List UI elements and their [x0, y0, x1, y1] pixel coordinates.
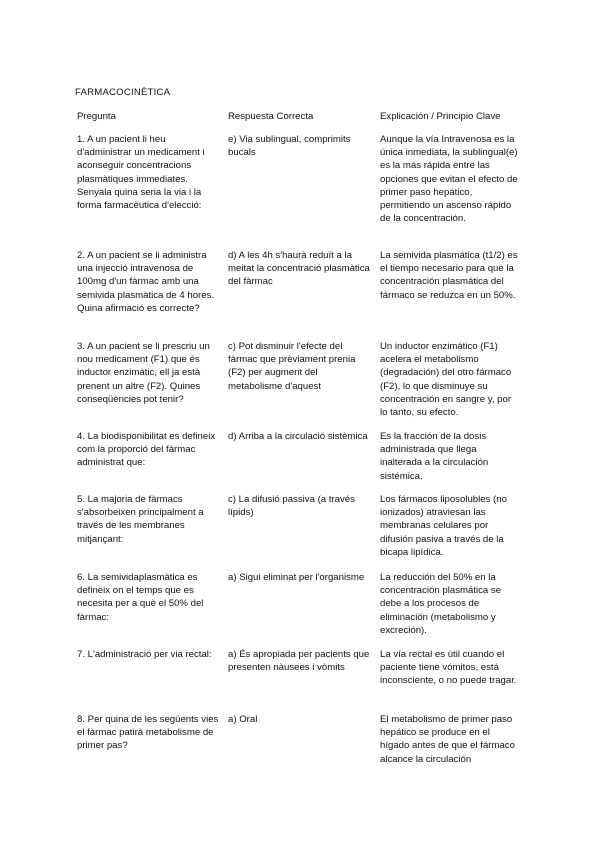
- row-7-question: 7. L'administració per via rectal:: [77, 649, 212, 660]
- row-1-answer: e) Via sublingual, comprimits bucals: [228, 134, 351, 159]
- header-explanation: Explicación / Principio Clave: [380, 111, 501, 122]
- row-8-explanation: El metabolismo de primer paso hepático se produce en el hígado antes de que el fármaco alcance la circulación: [380, 714, 515, 765]
- document-title: FARMACOCINÈTICA: [75, 87, 171, 98]
- header-answer: Respuesta Correcta: [228, 111, 314, 122]
- row-6-answer: a) Sigui eliminat per l'organisme: [228, 572, 365, 583]
- row-5-question: 5. La majoria de fàrmacs s'absorbeixen principalment a través de les membranes mitjançant:: [77, 494, 204, 545]
- row-6-question: 6. La semividaplasmàtica es defineix on el temps que es necesita per a què el 50% del fàrmac:: [77, 572, 204, 623]
- row-2-answer: d) A les 4h s'haurà reduït a la meitat la concentració plasmàtica del fàrmac: [228, 250, 370, 288]
- row-2-question: 2. A un pacient se li administra una injecció intravenosa de 100mg d'un fàrmac amb una semivida plasmàtica de 4 hores. Quina afirmació es correcte?: [77, 250, 215, 314]
- row-4-answer: d) Arriba a la circulació sistèmica: [228, 431, 368, 442]
- row-3-question: 3. A un pacient se li prescriu un nou medicament (F1) que és inductor enzimàtic, ell ja està prenent un altre (F2). Quines conseqüències pot tenir?: [77, 341, 210, 405]
- row-4-question: 4. La biodisponibilitat es defineix com la proporció del fàrmac administrat que:: [77, 431, 216, 469]
- row-2-explanation: La semivida plasmática (t1/2) es el tiempo necesario para que la concentración plasmática del fármaco se reduzca en un 50%.: [380, 250, 518, 301]
- row-3-explanation: Un inductor enzimático (F1) acelera el metabolismo (degradación) del otro fármaco (F2), lo que disminuye su concentración en sangre y, por lo tanto, su efecto.: [380, 341, 512, 419]
- row-8-answer: a) Oral: [228, 714, 258, 725]
- row-6-explanation: La reducción del 50% en la concentración plasmática se debe a los procesos de eliminación (metabolismo y excreción).: [380, 572, 502, 636]
- row-1-explanation: Aunque la vía Intravenosa es la única inmediata, la sublingual(e) es la más rápida entre las opciones que evitan el efecto de primer paso hepático, permitiendo un ascenso rápido de la concentración.: [380, 134, 518, 225]
- header-question: Pregunta: [77, 111, 116, 122]
- row-5-answer: c) La difusió passiva (a través lípids): [228, 494, 355, 519]
- row-4-explanation: Es la fracción de la dosis administrada que llega inalterada a la circulación sistémica.: [380, 431, 489, 482]
- row-7-explanation: La vía rectal es útil cuando el paciente tiene vómitos, está inconsciente, o no puede tragar.: [380, 649, 517, 687]
- row-1-question: 1. A un pacient li heu d'administrar un medicament i aconseguir concentracions plasmàtiques immediates. Senyala quina seria la via i la forma farmacèutica d'elecció:: [77, 134, 205, 212]
- row-8-question: 8. Per quina de les següents vies el fàrmac patirà metabolisme de primer pas?: [77, 714, 219, 752]
- row-5-explanation: Los fármacos liposolubles (no ionizados) atraviesan las membranas celulares por difusión pasiva a través de la bicapa lipídica.: [380, 494, 507, 558]
- row-3-answer: c) Pot disminuir l'efecte del fàrmac que prèviament prenia (F2) per augment del metabolisme d'aquest: [228, 341, 356, 392]
- row-7-answer: a) És apropiada per pacients que presenten nàusees i vòmits: [228, 649, 370, 674]
